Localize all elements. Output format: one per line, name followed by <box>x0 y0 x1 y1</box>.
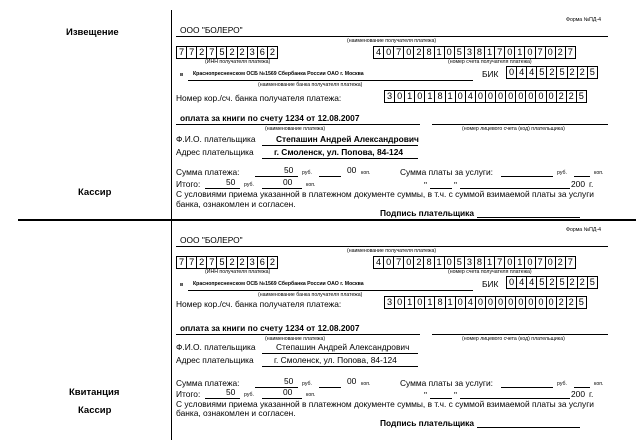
sum-kop-underline <box>319 176 341 177</box>
total-kop-unit: коп. <box>306 392 316 398</box>
service-label: Сумма платы за услуги: <box>400 167 493 177</box>
payment-name: оплата за книги по счету 1234 от 12.08.2007 <box>180 323 360 333</box>
inn-digits: 7 7 2 7 5 2 2 3 6 2 <box>176 256 278 269</box>
bank-name: Краснопресненском ОСБ №1569 Сбербанка России ОАО г. Москва <box>193 71 364 77</box>
bank-name: Краснопресненском ОСБ №1569 Сбербанка России ОАО г. Москва <box>193 281 364 287</box>
date-year-suffix: г. <box>589 179 594 189</box>
date-year-suffix: г. <box>589 389 594 399</box>
inn-caption: (ИНН получателя платежа) <box>205 59 271 65</box>
recipient-caption: (наименование получателя платежа) <box>347 38 437 44</box>
sum-rub-value: 50 <box>284 165 294 175</box>
personal-account-underline <box>432 334 608 335</box>
payer-name: Степашин Андрей Александрович <box>276 134 419 144</box>
sum-kop-unit: коп. <box>361 170 371 176</box>
date-quote-close: " <box>454 180 457 190</box>
service-rub-underline <box>501 387 553 388</box>
agreement-line-2: банка, ознакомлен и согласен. <box>176 199 296 209</box>
payment-underline <box>176 124 420 125</box>
agreement-line-1: С условиями приема указанной в платежном документе суммы, в т.ч. с суммой взимаемой платы за услуги <box>176 399 594 409</box>
in-prefix: в <box>180 72 184 78</box>
inn-caption: (ИНН получателя платежа) <box>205 269 271 275</box>
sum-label: Сумма платежа: <box>176 167 240 177</box>
address-underline <box>262 158 418 159</box>
sum-rub-unit: руб. <box>302 170 312 176</box>
total-rub-unit: руб. <box>244 182 254 188</box>
form-code: Форма №ПД-4 <box>566 17 602 23</box>
account-caption: (номер счета получателя платежа) <box>448 59 532 65</box>
payer-underline <box>262 353 418 354</box>
account-digits: 4 0 7 0 2 8 1 0 5 3 8 1 7 0 1 0 7 0 2 7 <box>373 46 576 59</box>
bik-label: БИК <box>482 69 499 79</box>
address-underline <box>262 366 418 367</box>
date-year: 200 <box>571 389 585 399</box>
date-year: 200 <box>571 179 585 189</box>
sum-kop-underline <box>319 387 341 388</box>
recipient-underline <box>176 246 608 247</box>
date-quote-close: " <box>454 390 457 400</box>
total-kop-value: 00 <box>283 177 293 187</box>
signature-line[interactable] <box>477 217 580 218</box>
payment-caption: (наименование платежа) <box>265 126 326 132</box>
address-label: Адрес плательщика <box>176 147 254 157</box>
bank-underline <box>188 290 473 291</box>
inn-digits: 7 7 2 7 5 2 2 3 6 2 <box>176 46 278 59</box>
cashier-bottom-label: Кассир <box>78 405 112 416</box>
section-divider <box>18 219 636 221</box>
recipient-caption: (наименование получателя платежа) <box>347 248 437 254</box>
service-rub-unit: руб. <box>557 170 567 176</box>
form-code: Форма №ПД-4 <box>566 227 602 233</box>
cashier-top-label: Кассир <box>78 187 112 198</box>
payer-address: г. Смоленск, ул. Попова, 84-124 <box>274 355 397 365</box>
bank-underline <box>188 80 473 81</box>
total-rub-unit: руб. <box>244 392 254 398</box>
sum-rub-unit: руб. <box>302 381 312 387</box>
signature-label: Подпись плательщика <box>380 418 475 428</box>
payer-address: г. Смоленск, ул. Попова, 84-124 <box>274 147 404 157</box>
total-rub-value: 50 <box>226 387 236 397</box>
bank-caption: (наименование банка получателя платежа) <box>258 292 363 298</box>
payment-caption: (наименование платежа) <box>265 336 326 342</box>
bik-label: БИК <box>482 279 499 289</box>
bik-digits: 0 4 4 5 2 5 2 2 5 <box>506 276 598 289</box>
personal-account-caption: (номер лицевого счета (код) плательщика) <box>462 336 565 342</box>
signature-line[interactable] <box>477 427 580 428</box>
service-rub-underline <box>501 176 553 177</box>
service-rub-unit: руб. <box>557 381 567 387</box>
personal-account-underline <box>432 124 608 125</box>
service-kop-unit: коп. <box>594 381 604 387</box>
corr-account-digits: 3 0 1 0 1 8 1 0 4 0 0 0 0 0 0 0 0 2 2 5 <box>384 90 587 103</box>
receipt-title: Квитанция <box>69 387 120 398</box>
account-digits: 4 0 7 0 2 8 1 0 5 3 8 1 7 0 1 0 7 0 2 7 <box>373 256 576 269</box>
column-divider <box>171 10 172 440</box>
total-label: Итого: <box>176 389 201 399</box>
recipient-name: ООО "БОЛЕРО" <box>180 235 243 245</box>
corr-account-digits: 3 0 1 0 1 8 1 0 4 0 0 0 0 0 0 0 0 2 2 5 <box>384 296 587 309</box>
payer-name: Степашин Андрей Александрович <box>276 342 410 352</box>
bank-caption: (наименование банка получателя платежа) <box>258 82 363 88</box>
total-label: Итого: <box>176 179 201 189</box>
corr-account-label: Номер кор./сч. банка получателя платежа: <box>176 93 342 103</box>
sum-kop-value: 00 <box>347 376 357 386</box>
agreement-line-2: банка, ознакомлен и согласен. <box>176 408 296 418</box>
address-label: Адрес плательщика <box>176 355 254 365</box>
agreement-line-1: С условиями приема указанной в платежном документе суммы, в т.ч. с суммой взимаемой платы за услуги <box>176 189 594 199</box>
sum-kop-value: 00 <box>347 165 357 175</box>
personal-account-caption: (номер лицевого счета (код) плательщика) <box>462 126 565 132</box>
sum-kop-unit: коп. <box>361 381 371 387</box>
recipient-name: ООО "БОЛЕРО" <box>180 25 243 35</box>
bik-digits: 0 4 4 5 2 5 2 2 5 <box>506 66 598 79</box>
signature-label: Подпись плательщика <box>380 208 475 218</box>
date-quote-open: " <box>424 180 427 190</box>
service-kop-underline <box>574 176 590 177</box>
total-kop-unit: коп. <box>306 182 316 188</box>
payment-underline <box>176 334 420 335</box>
payment-name: оплата за книги по счету 1234 от 12.08.2007 <box>180 113 360 123</box>
payer-label: Ф.И.О. плательщика <box>176 342 256 352</box>
payer-underline <box>262 145 418 146</box>
total-kop-value: 00 <box>283 387 293 397</box>
sum-rub-value: 50 <box>284 376 294 386</box>
total-rub-value: 50 <box>226 177 236 187</box>
account-caption: (номер счета получателя платежа) <box>448 269 532 275</box>
service-label: Сумма платы за услуги: <box>400 378 493 388</box>
service-kop-underline <box>574 387 590 388</box>
recipient-underline <box>176 36 608 37</box>
in-prefix: в <box>180 282 184 288</box>
service-kop-unit: коп. <box>594 170 604 176</box>
notice-title: Извещение <box>66 27 119 38</box>
corr-account-label: Номер кор./сч. банка получателя платежа: <box>176 299 342 309</box>
payer-label: Ф.И.О. плательщика <box>176 134 256 144</box>
sum-label: Сумма платежа: <box>176 378 240 388</box>
date-quote-open: " <box>424 390 427 400</box>
